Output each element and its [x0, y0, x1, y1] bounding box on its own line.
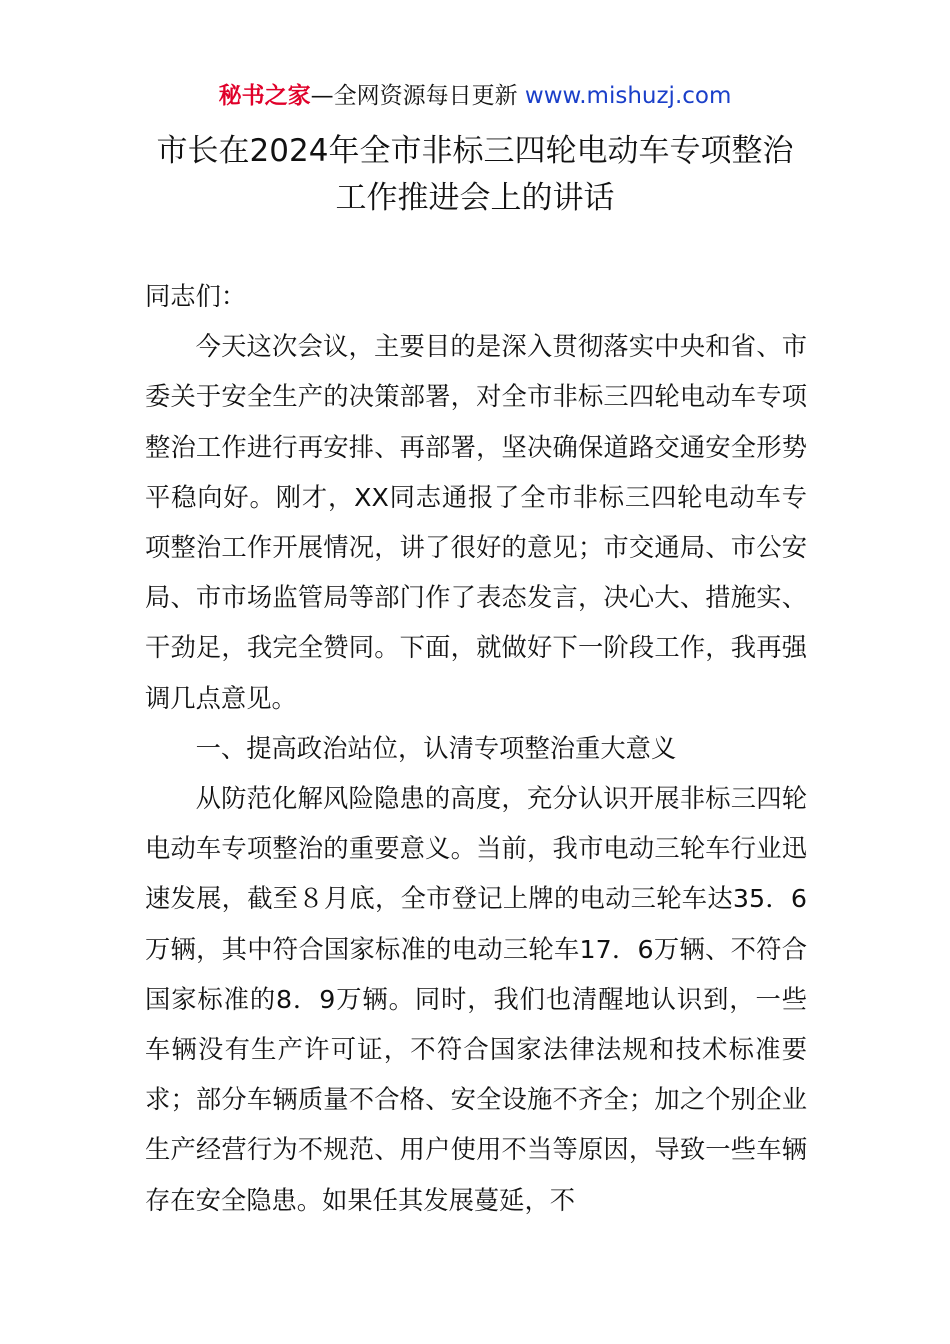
title-line-2: 工作推进会上的讲话 [335, 180, 615, 216]
salutation: 同志们： [145, 282, 247, 311]
site-url-link[interactable]: www.mishuzj.com [524, 83, 732, 109]
site-header [0, 80, 950, 112]
document-body [145, 272, 807, 1226]
header-tagline: —全网资源每日更新 [310, 83, 525, 109]
title-line-1: 市长在2024年全市非标三四轮电动车专项整治 [156, 133, 794, 169]
paragraph-1: 今天这次会议，主要目的是深入贯彻落实中央和省、市委关于安全生产的决策部署，对全市非标三四轮电动车专项整治工作进行再安排、再部署，坚决确保道路交通安全形势平稳向好。刚才，XX同志通报了全市非标三四轮电动车专项整治工作开展情况，讲了很好的意见；市交通局、市公安局、市市场监管局等部门作了表态发言，决心大、措施实、干劲足，我完全赞同。下面，就做好下一阶段工作，我再强调几点意见。 [145, 332, 807, 713]
brand-name: 秘书之家 [218, 83, 311, 109]
section-heading-1: 一、提高政治站位，认清专项整治重大意义 [195, 733, 677, 763]
paragraph-2: 从防范化解风险隐患的高度，充分认识开展非标三四轮电动车专项整治的重要意义。当前，我市电动三轮车行业迅速发展，截至８月底，全市登记上牌的电动三轮车达35．6万辆，其中符合国家标准的电动三轮车17．6万辆、不符合国家标准的8．9万辆。同时，我们也清醒地认识到，一些车辆没有生产许可证，不符合国家法律法规和技术标准要求；部分车辆质量不合格、安全设施不齐全；加之个别企业生产经营行为不规范、用户使用不当等原因，导致一些车辆存在安全隐患。如果任其发展蔓延，不 [145, 784, 807, 1215]
document-title [110, 128, 840, 222]
